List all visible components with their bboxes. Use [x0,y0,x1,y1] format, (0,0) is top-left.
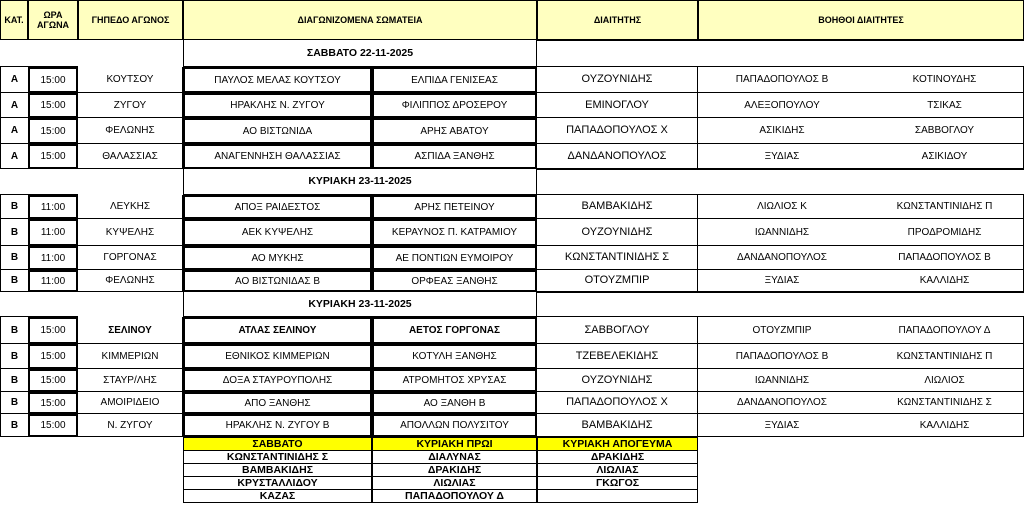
match-time-cell: 15:00 [28,392,78,414]
field-cell: ΓΟΡΓΟΝΑΣ [78,246,183,270]
category-cell: Α [0,93,28,118]
field-cell: ΣΕΛΙΝΟΥ [78,317,183,344]
home-team-cell: ΑΕΚ ΚΥΨΕΛΗΣ [183,219,372,246]
match-time-cell: 15:00 [28,414,78,437]
referee-cell: ΣΑΒΒΟΓΛΟΥ [537,317,698,344]
away-team-cell: ΑΡΗΣ ΑΒΑΤΟΥ [372,118,537,144]
availability-header: ΚΥΡΙΑΚΗ ΠΡΩΙ [372,437,537,451]
field-cell: ΣΤΑΥΡ/ΛΗΣ [78,369,183,392]
home-team-cell: ΕΘΝΙΚΟΣ ΚΙΜΜΕΡΙΩΝ [183,344,372,369]
category-cell: Α [0,144,28,169]
match-time-cell: 11:00 [28,246,78,270]
home-team-cell: ΔΟΞΑ ΣΤΑΥΡΟΥΠΟΛΗΣ [183,369,372,392]
category-cell: Β [0,219,28,246]
assistant-2-cell: ΚΟΤΙΝΟΥΔΗΣ [866,67,1024,93]
referee-cell: ΤΖΕΒΕΛΕΚΙΔΗΣ [537,344,698,369]
away-team-cell: ΑΕΤΟΣ ΓΟΡΓΟΝΑΣ [372,317,537,344]
away-team-cell: ΑΣΠΙΔΑ ΞΑΝΘΗΣ [372,144,537,169]
category-cell: Β [0,195,28,219]
field-cell: ΑΜΟΙΡΙΔΕΙΟ [78,392,183,414]
availability-header: ΣΑΒΒΑΤΟ [183,437,372,451]
assistant-1-cell: ΑΣΙΚΙΔΗΣ [698,118,866,144]
section-spacer [0,40,78,67]
availability-cell: ΔΡΑΚΙΔΗΣ [372,464,537,477]
category-cell: Β [0,270,28,292]
assistant-2-cell: ΣΑΒΒΟΓΛΟΥ [866,118,1024,144]
category-cell: Β [0,414,28,437]
availability-header: ΚΥΡΙΑΚΗ ΑΠΟΓΕΥΜΑ [537,437,698,451]
header-category: ΚΑΤ. [0,0,28,40]
away-team-cell: ΟΡΦΕΑΣ ΞΑΝΘΗΣ [372,270,537,292]
match-time-cell: 15:00 [28,344,78,369]
assistant-1-cell: ΞΥΔΙΑΣ [698,414,866,437]
assistant-2-cell: ΚΩΝΣΤΑΝΤΙΝΙΔΗΣ Σ [866,392,1024,414]
field-cell: ΚΟΥΤΣΟΥ [78,67,183,93]
section-spacer [537,40,1024,67]
away-team-cell: ΚΟΤΥΛΗ ΞΑΝΘΗΣ [372,344,537,369]
field-cell: Ν. ΖΥΓΟΥ [78,414,183,437]
assistant-1-cell: ΙΩΑΝΝΙΔΗΣ [698,219,866,246]
match-time-cell: 15:00 [28,93,78,118]
assistant-2-cell: ΚΩΝΣΤΑΝΤΙΝΙΔΗΣ Π [866,344,1024,369]
availability-cell: ΔΡΑΚΙΔΗΣ [537,451,698,464]
section-date: ΣΑΒΒΑΤΟ 22-11-2025 [183,40,537,67]
availability-cell: ΛΙΩΛΙΑΣ [537,464,698,477]
home-team-cell: ΑΟ ΒΙΣΤΩΝΙΔΑΣ Β [183,270,372,292]
assistant-2-cell: ΑΣΙΚΙΔΟΥ [866,144,1024,169]
home-team-cell: ΑΠΟΞ ΡΑΙΔΕΣΤΟΣ [183,195,372,219]
match-time-cell: 11:00 [28,270,78,292]
assistant-2-cell: ΠΑΠΑΔΟΠΟΥΛΟΥ Δ [866,317,1024,344]
availability-cell: ΠΑΠΑΔΟΠΟΥΛΟΥ Δ [372,490,537,503]
field-cell: ΛΕΥΚΗΣ [78,195,183,219]
category-cell: Α [0,67,28,93]
referee-cell: ΕΜΙΝΟΓΛΟΥ [537,93,698,118]
section-date: ΚΥΡΙΑΚΗ 23-11-2025 [183,292,537,317]
assistant-1-cell: ΠΑΠΑΔΟΠΟΥΛΟΣ Β [698,67,866,93]
header-time: ΩΡΑ ΑΓΩΝΑ [28,0,78,40]
home-team-cell: ΗΡΑΚΛΗΣ Ν. ΖΥΓΟΥ [183,93,372,118]
field-cell: ΦΕΛΩΝΗΣ [78,270,183,292]
availability-cell: ΚΩΝΣΤΑΝΤΙΝΙΔΗΣ Σ [183,451,372,464]
category-cell: Α [0,118,28,144]
match-time-cell: 11:00 [28,195,78,219]
assistant-1-cell: ΠΑΠΑΔΟΠΟΥΛΟΣ Β [698,344,866,369]
referee-cell: ΠΑΠΑΔΟΠΟΥΛΟΣ Χ [537,392,698,414]
home-team-cell: ΑΝΑΓΕΝΝΗΣΗ ΘΑΛΑΣΣΙΑΣ [183,144,372,169]
assistant-2-cell: ΚΑΛΛΙΔΗΣ [866,414,1024,437]
assistant-1-cell: ΞΥΔΙΑΣ [698,270,866,292]
assistant-2-cell: ΛΙΩΛΙΟΣ [866,369,1024,392]
assistant-1-cell: ΙΩΑΝΝΙΔΗΣ [698,369,866,392]
away-team-cell: ΑΕ ΠΟΝΤΙΩΝ ΕΥΜΟΙΡΟΥ [372,246,537,270]
away-team-cell: ΕΛΠΙΔΑ ΓΕΝΙΣΕΑΣ [372,67,537,93]
availability-cell: ΓΚΩΓΟΣ [537,477,698,490]
category-cell: Β [0,317,28,344]
assistant-2-cell: ΤΣΙΚΑΣ [866,93,1024,118]
field-cell: ΚΙΜΜΕΡΙΩΝ [78,344,183,369]
match-time-cell: 11:00 [28,219,78,246]
match-time-cell: 15:00 [28,118,78,144]
availability-cell: ΛΙΩΛΙΑΣ [372,477,537,490]
availability-cell: ΔΙΑΛΥΝΑΣ [372,451,537,464]
away-team-cell: ΑΟ ΞΑΝΘΗ Β [372,392,537,414]
assistant-1-cell: ΛΙΩΛΙΟΣ Κ [698,195,866,219]
home-team-cell: ΑΤΛΑΣ ΣΕΛΙΝΟΥ [183,317,372,344]
category-cell: Β [0,369,28,392]
availability-cell: ΒΑΜΒΑΚΙΔΗΣ [183,464,372,477]
section-spacer [0,169,78,195]
referee-cell: ΚΩΝΣΤΑΝΤΙΝΙΔΗΣ Σ [537,246,698,270]
header-teams: ΔΙΑΓΩΝΙΖΟΜΕΝΑ ΣΩΜΑΤΕΙΑ [183,0,537,40]
assistant-1-cell: ΟΤΟΥΖΜΠΙΡ [698,317,866,344]
match-time-cell: 15:00 [28,144,78,169]
away-team-cell: ΚΕΡΑΥΝΟΣ Π. ΚΑΤΡΑΜΙΟΥ [372,219,537,246]
referee-cell: ΒΑΜΒΑΚΙΔΗΣ [537,414,698,437]
availability-cell [537,490,698,503]
match-time-cell: 15:00 [28,67,78,93]
category-cell: Β [0,246,28,270]
section-spacer [537,292,1024,317]
assistant-2-cell: ΠΑΠΑΔΟΠΟΥΛΟΣ Β [866,246,1024,270]
availability-cell: ΚΡΥΣΤΑΛΛΙΔΟΥ [183,477,372,490]
home-team-cell: ΠΑΥΛΟΣ ΜΕΛΑΣ ΚΟΥΤΣΟΥ [183,67,372,93]
referee-cell: ΟΥΖΟΥΝΙΔΗΣ [537,219,698,246]
home-team-cell: ΑΟ ΜΥΚΗΣ [183,246,372,270]
section-date: ΚΥΡΙΑΚΗ 23-11-2025 [183,169,537,195]
field-cell: ΚΥΨΕΛΗΣ [78,219,183,246]
away-team-cell: ΑΡΗΣ ΠΕΤΕΙΝΟΥ [372,195,537,219]
field-cell: ΦΕΛΩΝΗΣ [78,118,183,144]
assistant-1-cell: ΔΑΝΔΑΝΟΠΟΥΛΟΣ [698,246,866,270]
home-team-cell: ΑΠΟ ΞΑΝΘΗΣ [183,392,372,414]
referee-cell: ΔΑΝΔΑΝΟΠΟΥΛΟΣ [537,144,698,169]
referee-cell: ΟΥΖΟΥΝΙΔΗΣ [537,369,698,392]
match-time-cell: 15:00 [28,317,78,344]
home-team-cell: ΑΟ ΒΙΣΤΩΝΙΔΑ [183,118,372,144]
referee-cell: ΒΑΜΒΑΚΙΔΗΣ [537,195,698,219]
assistant-1-cell: ΑΛΕΞΟΠΟΥΛΟΥ [698,93,866,118]
assistant-1-cell: ΞΥΔΙΑΣ [698,144,866,169]
header-referee: ΔΙΑΙΤΗΤΗΣ [537,0,698,40]
section-spacer [0,292,78,317]
home-team-cell: ΗΡΑΚΛΗΣ Ν. ΖΥΓΟΥ Β [183,414,372,437]
header-assistants: ΒΟΗΘΟΙ ΔΙΑΙΤΗΤΕΣ [698,0,1024,40]
assistant-2-cell: ΚΩΝΣΤΑΝΤΙΝΙΔΗΣ Π [866,195,1024,219]
header-field: ΓΗΠΕΔΟ ΑΓΩΝΟΣ [78,0,183,40]
field-cell: ΘΑΛΑΣΣΙΑΣ [78,144,183,169]
assistant-2-cell: ΚΑΛΛΙΔΗΣ [866,270,1024,292]
referee-cell: ΟΤΟΥΖΜΠΙΡ [537,270,698,292]
category-cell: Β [0,344,28,369]
referee-cell: ΟΥΖΟΥΝΙΔΗΣ [537,67,698,93]
away-team-cell: ΑΤΡΟΜΗΤΟΣ ΧΡΥΣΑΣ [372,369,537,392]
match-time-cell: 15:00 [28,369,78,392]
away-team-cell: ΦΙΛΙΠΠΟΣ ΔΡΟΣΕΡΟΥ [372,93,537,118]
availability-cell: ΚΑΖΑΣ [183,490,372,503]
assistant-2-cell: ΠΡΟΔΡΟΜΙΔΗΣ [866,219,1024,246]
section-spacer [537,169,1024,195]
field-cell: ΖΥΓΟΥ [78,93,183,118]
referee-cell: ΠΑΠΑΔΟΠΟΥΛΟΣ Χ [537,118,698,144]
away-team-cell: ΑΠΟΛΛΩΝ ΠΟΛΥΣΙΤΟΥ [372,414,537,437]
assistant-1-cell: ΔΑΝΔΑΝΟΠΟΥΛΟΣ [698,392,866,414]
category-cell: Β [0,392,28,414]
